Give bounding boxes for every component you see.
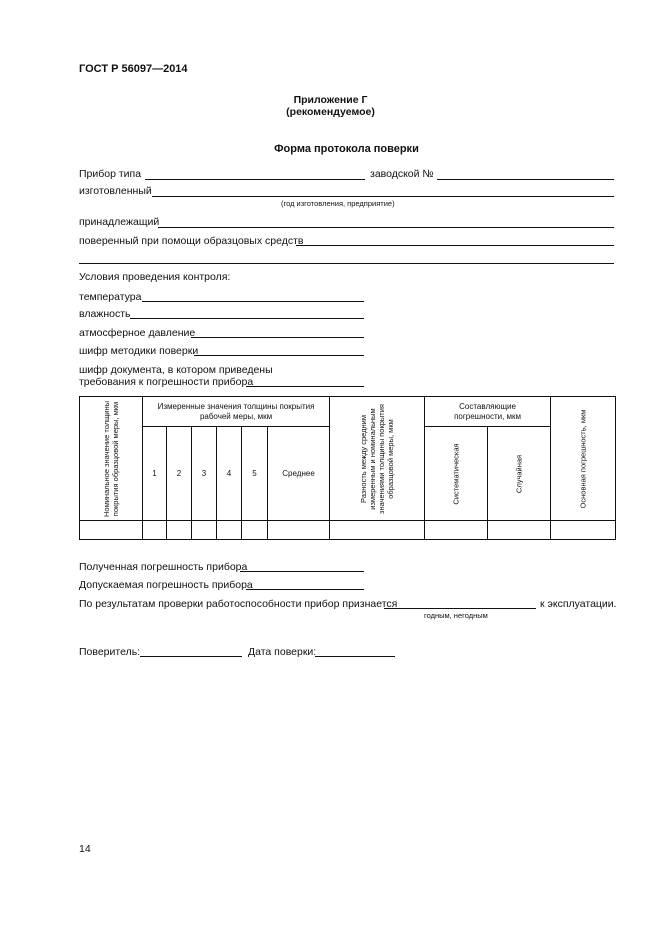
header-components: Составляющие погрешности, мкм xyxy=(425,397,551,427)
manufactured-hint: (год изготовления, предприятие) xyxy=(281,199,395,208)
table-cell[interactable] xyxy=(242,521,268,540)
measure-col-3: 3 xyxy=(192,427,217,521)
table-cell[interactable] xyxy=(330,521,425,540)
standard-code: ГОСТ Р 56097—2014 xyxy=(79,63,188,75)
appendix-title: Приложение Г xyxy=(293,94,368,106)
verifier-field[interactable] xyxy=(140,656,242,657)
doc-code-field[interactable] xyxy=(246,386,364,387)
manufactured-field[interactable] xyxy=(152,196,614,197)
measure-col-5: 5 xyxy=(242,427,268,521)
serial-number-label: заводской № xyxy=(370,168,434,180)
allowed-error-label: Допускаемая погрешность прибора xyxy=(79,579,253,591)
owner-label: принадлежащий xyxy=(79,216,160,228)
measure-col-4: 4 xyxy=(217,427,242,521)
verified-with-field-2[interactable] xyxy=(79,263,614,264)
results-table xyxy=(79,396,616,540)
table-cell[interactable] xyxy=(217,521,242,540)
verifier-label: Поверитель: xyxy=(79,646,141,658)
pressure-label: атмосферное давление xyxy=(79,327,196,339)
humidity-label: влажность xyxy=(79,308,131,320)
conclusion-suffix: к эксплуатации. xyxy=(540,598,617,610)
serial-number-field[interactable] xyxy=(437,179,614,180)
owner-field[interactable] xyxy=(158,227,614,228)
allowed-error-field[interactable] xyxy=(246,589,364,590)
page-number: 14 xyxy=(79,843,91,855)
header-nominal: Номинальное значение толщины покрытия образцовой меры, мкм xyxy=(80,397,143,521)
measure-col-average: Среднее xyxy=(268,427,330,521)
appendix-note: (рекомендуемое) xyxy=(286,106,375,118)
form-title: Форма протокола поверки xyxy=(274,143,419,155)
table-cell[interactable] xyxy=(143,521,167,540)
doc-code-label-2: требования к погрешности прибора xyxy=(79,376,254,388)
header-difference: Разность между средним измеренным и номинальным значениями толщины покрытия образцовой меры, мкм xyxy=(330,397,425,521)
measure-col-2: 2 xyxy=(167,427,192,521)
verified-with-label: поверенный при помощи образцовых средств xyxy=(79,235,304,247)
header-random: Случайная xyxy=(488,427,551,521)
table-cell[interactable] xyxy=(551,521,616,540)
humidity-field[interactable] xyxy=(130,318,364,319)
table-cell[interactable] xyxy=(80,521,143,540)
conditions-label: Условия проведения контроля: xyxy=(79,271,231,283)
manufactured-label: изготовленный xyxy=(79,185,152,197)
temperature-field[interactable] xyxy=(142,301,364,302)
device-type-field[interactable] xyxy=(145,179,365,180)
table-cell[interactable] xyxy=(192,521,217,540)
conclusion-hint: годным, негодным xyxy=(424,611,488,620)
obtained-error-field[interactable] xyxy=(240,571,364,572)
method-code-label: шифр методики поверки xyxy=(79,345,199,357)
table-row xyxy=(80,521,616,540)
table-cell[interactable] xyxy=(425,521,488,540)
header-systematic: Систематическая xyxy=(425,427,488,521)
date-label: Дата поверки: xyxy=(248,646,317,658)
pressure-field[interactable] xyxy=(191,337,364,338)
doc-code-label-1: шифр документа, в котором приведены xyxy=(79,364,273,376)
conclusion-field[interactable] xyxy=(384,608,536,609)
date-field[interactable] xyxy=(315,656,395,657)
table-cell[interactable] xyxy=(167,521,192,540)
measure-col-1: 1 xyxy=(143,427,167,521)
conclusion-label: По результатам проверки работоспособности прибор признается xyxy=(79,598,398,610)
verified-with-field[interactable] xyxy=(296,245,614,246)
obtained-error-label: Полученная погрешность прибора xyxy=(79,561,248,573)
temperature-label: температура xyxy=(79,291,142,303)
table-cell[interactable] xyxy=(488,521,551,540)
header-basic-error: Основная погрешность, мкм xyxy=(551,397,616,521)
table-cell[interactable] xyxy=(268,521,330,540)
method-code-field[interactable] xyxy=(194,355,364,356)
device-type-label: Прибор типа xyxy=(79,168,142,180)
header-measured: Измеренные значения толщины покрытия рабочей меры, мкм xyxy=(143,397,330,427)
